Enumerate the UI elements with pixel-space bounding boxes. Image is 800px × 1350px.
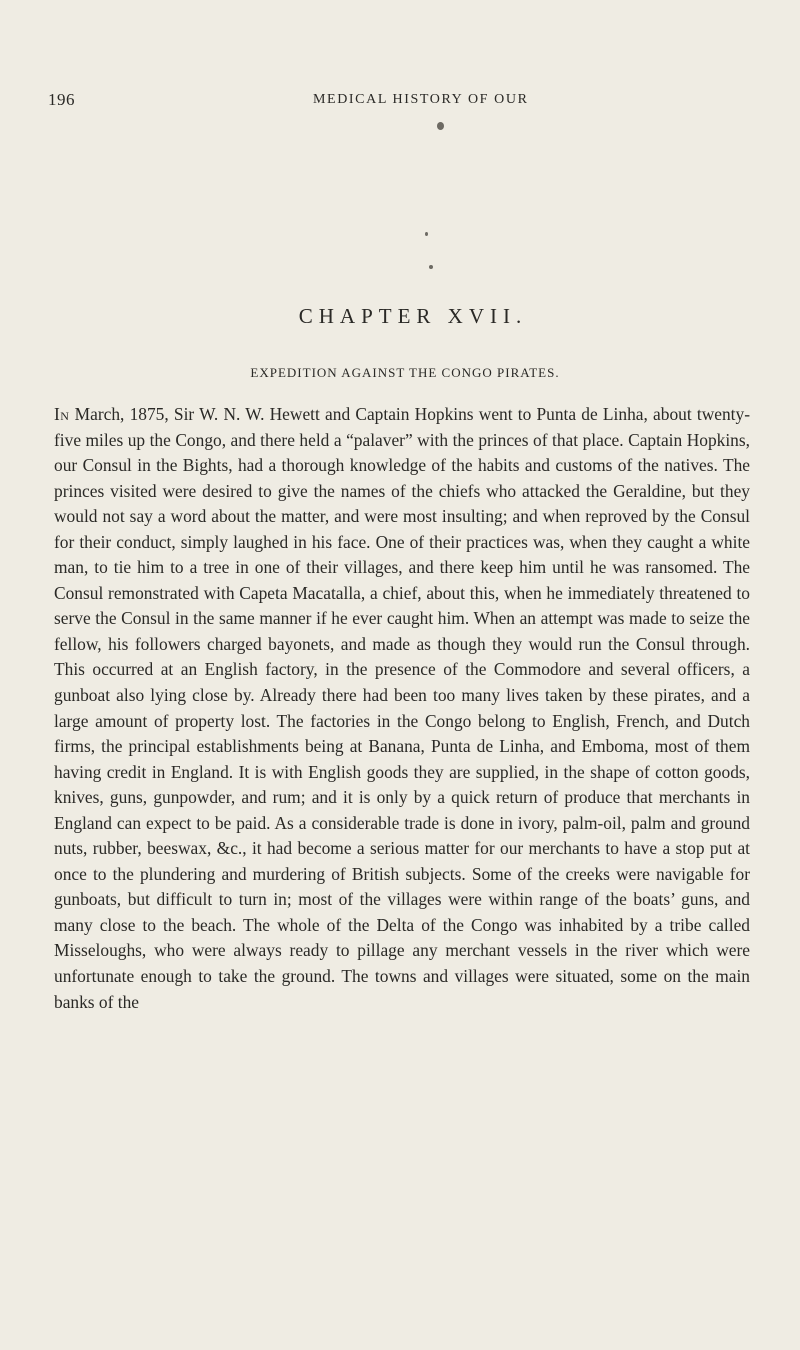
running-head <box>0 90 800 114</box>
running-title: MEDICAL HISTORY OF OUR <box>313 92 529 107</box>
chapter-heading: CHAPTER XVII. <box>298 304 528 328</box>
chapter-subtitle: EXPEDITION AGAINST THE CONGO PIRATES. <box>250 365 560 380</box>
paragraph-text: March, 1875, Sir W. N. W. Hewett and Captain Hopkins went to Punta de Linha, about twenty-five miles up the Congo, and there held a “palaver” with the princes of that place. Captain Hopkins, our Consul in the Bights, had a thorough knowledge of the habits and customs of the natives. The princes visited were desired to give the names of the chiefs who attacked the Geraldine, but they would not say a word about the matter, and were most insulting; and when reproved by the Consul for their conduct, simply laughed in his face. One of their practices was, when they caught a white man, to tie him to a tree in one of their villages, and there keep him until he was ransomed. The Consul remonstrated with Capeta Macatalla, a chief, about this, when he immediately threatened to serve the Consul in the same manner if he ever caught him. When an attempt was made to seize the fellow, his followers charged bayonets, and made as though they would run the Consul through. This occurred at an English factory, in the presence of the Commodore and several officers, a gunboat also lying close by. Already there had been too many lives taken by these pirates, and a large amount of property lost. The factories in the Congo belong to English, French, and Dutch firms, the principal establishments being at Banana, Punta de Linha, and Emboma, most of them having credit in England. It is with English goods they are supplied, in the shape of cotton goods, knives, guns, gunpowder, and rum; and it is only by a quick return of produce that merchants in England can expect to be paid. As a considerable trade is done in ivory, palm-oil, palm and ground nuts, rubber, beeswax, &c., it had become a serious matter for our merchants to have a stop put at once to the plundering and murdering of British subjects. Some of the creeks were navigable for gunboats, but difficult to turn in; most of the villages were within range of the boats’ guns, and many close to the beach. The whole of the Delta of the Congo was inhabited by a tribe called Misseloughs, who were always ready to pillage any merchant vessels in the river which were unfortunate enough to take the ground. The towns and villages were situated, some on the main banks of the <box>54 404 750 1012</box>
ink-speck <box>425 232 428 236</box>
lead-word: In <box>54 404 70 424</box>
ink-speck <box>437 122 444 130</box>
page-number: 196 <box>48 90 75 109</box>
body-paragraph <box>54 402 750 1015</box>
ink-speck <box>429 265 433 269</box>
